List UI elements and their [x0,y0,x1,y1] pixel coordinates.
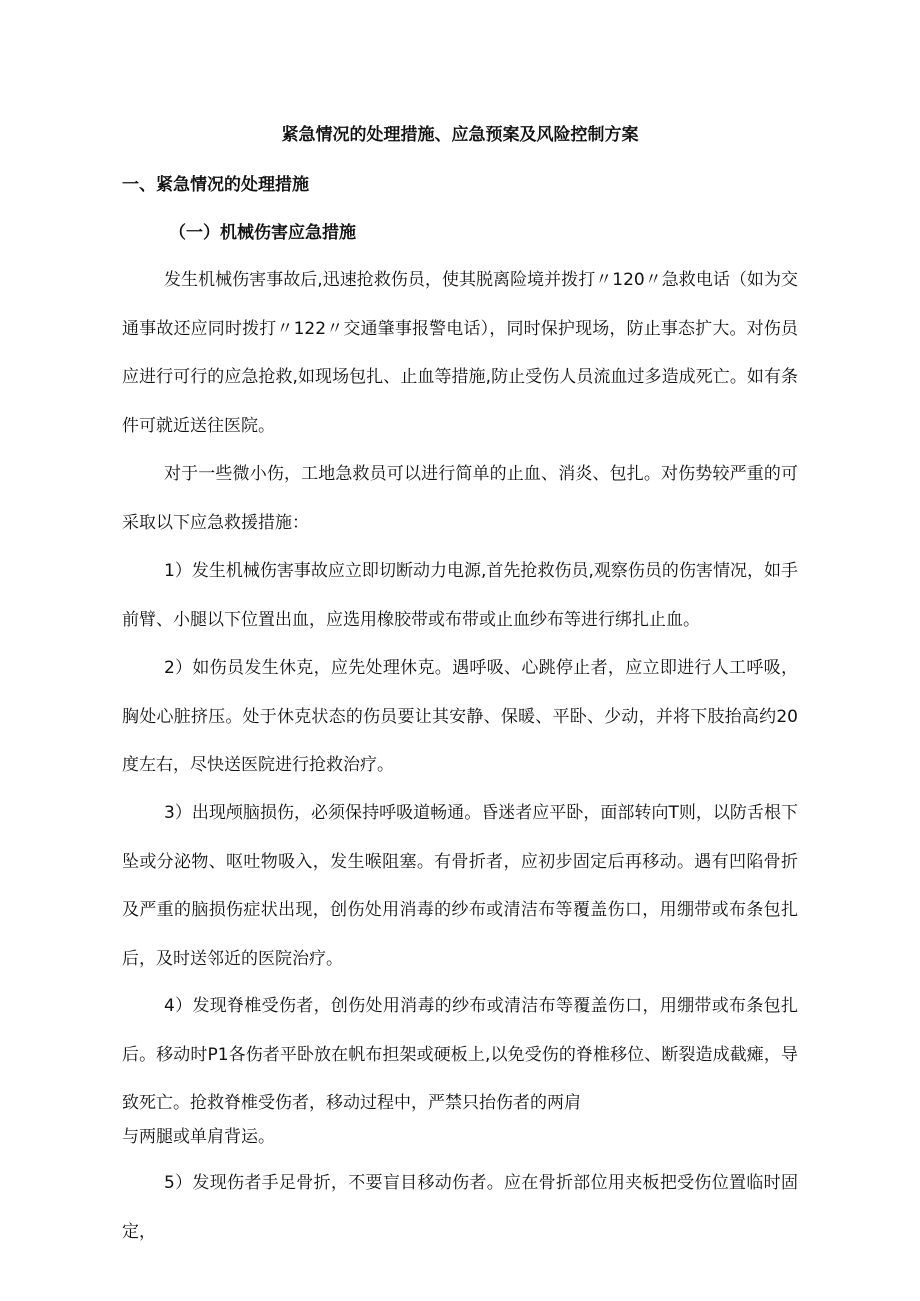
paragraph-item-3: 3）出现颅脑损伤，必须保持呼吸道畅通。昏迷者应平卧，面部转向T则，以防舌根下坠或分泌物、呕吐物吸入，发生喉阻塞。有骨折者，应初步固定后再移动。遇有凹陷骨折及严重的脑损伤症状出现，创伤处用消毒的纱布或清洁布等覆盖伤口，用绷带或布条包扎后，及时送邻近的医院治疗。 [122,803,798,969]
subsection-heading: （一）机械伤害应急措施 [169,223,356,243]
paragraph-item-1: 1）发生机械伤害事故应立即切断动力电源,首先抢救伤员,观察伤员的伤害情况，如手前臂、小腿以下位置出血，应选用橡胶带或布带或止血纱布等进行绑扎止血。 [122,561,798,630]
section-heading: 一、紧急情况的处理措施 [122,175,309,195]
paragraph-item-4: 4）发现脊椎受伤者，创伤处用消毒的纱布或清洁布等覆盖伤口，用绷带或布条包扎后。移动时P1各伤者平卧放在帆布担架或硬板上,以免受伤的脊椎移位、断裂造成截瘫，导致死亡。抢救脊椎受伤者，移动过程中，严禁只抬伤者的两肩 [122,996,798,1113]
paragraph-1: 发生机械伤害事故后,迅速抢救伤员，使其脱离险境并拨打〃120〃急救电话（如为交通事故还应同时拨打〃122〃交通肇事报警电话），同时保护现场，防止事态扩大。对伤员应进行可行的应急抢救,如现场包扎、止血等措施,防止受伤人员流血过多造成死亡。如有条件可就近送往医院。 [122,270,798,436]
paragraph-2: 对于一些微小伤，工地急救员可以进行简单的止血、消炎、包扎。对伤势较严重的可采取以下应急救援措施： [122,464,798,533]
paragraph-item-5: 5）发现伤者手足骨折，不要盲目移动伤者。应在骨折部位用夹板把受伤位置临时固定， [122,1173,798,1242]
paragraph-item-2: 2）如伤员发生休克，应先处理休克。遇呼吸、心跳停止者，应立即进行人工呼吸，胸处心脏挤压。处于休克状态的伤员要让其安静、保暖、平卧、少动，并将下肢抬高约20度左右，尽快送医院进行抢救治疗。 [122,658,798,775]
paragraph-item-4-continuation: 与两腿或单肩背运。 [122,1127,275,1147]
document-title: 紧急情况的处理措施、应急预案及风险控制方案 [281,125,639,145]
